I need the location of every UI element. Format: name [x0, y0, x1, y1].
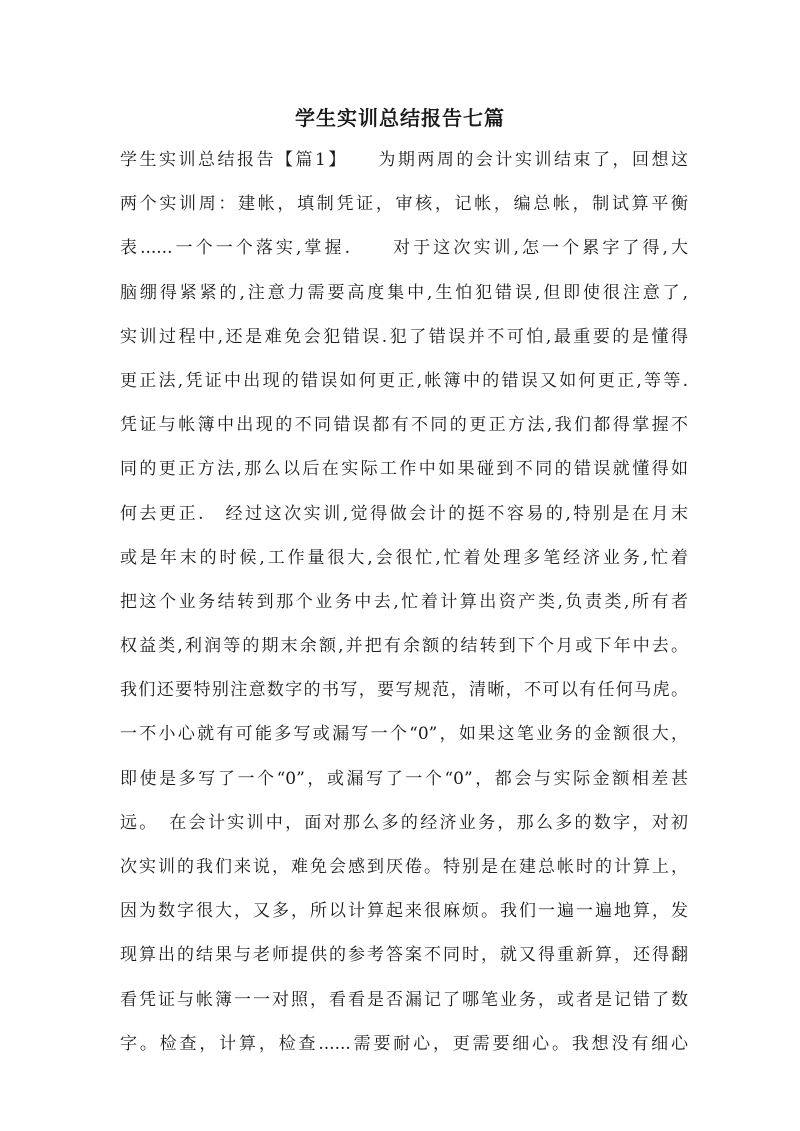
body-line: 我们还要特别注意数字的书写，要写规范，清晰，不可以有任何马虎。 [120, 680, 688, 701]
body-line: 现算出的结果与老师提供的参考答案不同时，就又得重新算，还得翻 [120, 945, 688, 966]
body-line: 两个实训周：建帐，填制凭证，审核，记帐，编总帐，制试算平衡 [120, 194, 688, 215]
body-line: 实训过程中,还是难免会犯错误.犯了错误并不可怕,最重要的是懂得 [120, 326, 688, 347]
body-line: 因为数字很大，又多，所以计算起来很麻烦。我们一遍一遍地算，发 [120, 901, 688, 922]
body-line: 脑绷得紧紧的,注意力需要高度集中,生怕犯错误,但即使很注意了, [120, 282, 688, 303]
body-line: 把这个业务结转到那个业务中去,忙着计算出资产类,负责类,所有者 [120, 591, 688, 612]
body-line: 学生实训总结报告【篇1】 为期两周的会计实训结束了，回想这 [120, 150, 688, 170]
body-line: 字。检查，计算，检查......需要耐心，更需要细心。我想没有细心 [120, 1033, 688, 1054]
body-line: 更正法,凭证中出现的错误如何更正,帐簿中的错误又如何更正,等等. [120, 370, 688, 391]
document-body [120, 146, 688, 1074]
body-line: 即使是多写了一个“0”，或漏写了一个“0”，都会与实际金额相差甚 [120, 768, 688, 789]
body-line: 表......一个一个落实,掌握. 对于这次实训,怎一个累字了得,大 [120, 238, 688, 259]
body-line: 一不小心就有可能多写或漏写一个“0”，如果这笔业务的金额很大， [120, 724, 688, 745]
body-line: 或是年末的时候,工作量很大,会很忙,忙着处理多笔经济业务,忙着 [120, 547, 688, 568]
body-line: 次实训的我们来说，难免会感到厌倦。特别是在建总帐时的计算上， [120, 857, 688, 877]
body-line: 权益类,利润等的期末余额,并把有余额的结转到下个月或下年中去。 [120, 636, 688, 657]
body-line: 看凭证与帐簿一一对照，看看是否漏记了哪笔业务，或者是记错了数 [120, 989, 688, 1010]
body-line: 何去更正. 经过这次实训,觉得做会计的挺不容易的,特别是在月末 [120, 503, 688, 524]
body-line: 同的更正方法,那么以后在实际工作中如果碰到不同的错误就懂得如 [120, 459, 688, 480]
body-line: 凭证与帐簿中出现的不同错误都有不同的更正方法,我们都得掌握不 [120, 415, 688, 436]
body-line: 远。 在会计实训中，面对那么多的经济业务，那么多的数字，对初 [120, 812, 688, 833]
document-title: 学生实训总结报告七篇 [295, 106, 505, 130]
